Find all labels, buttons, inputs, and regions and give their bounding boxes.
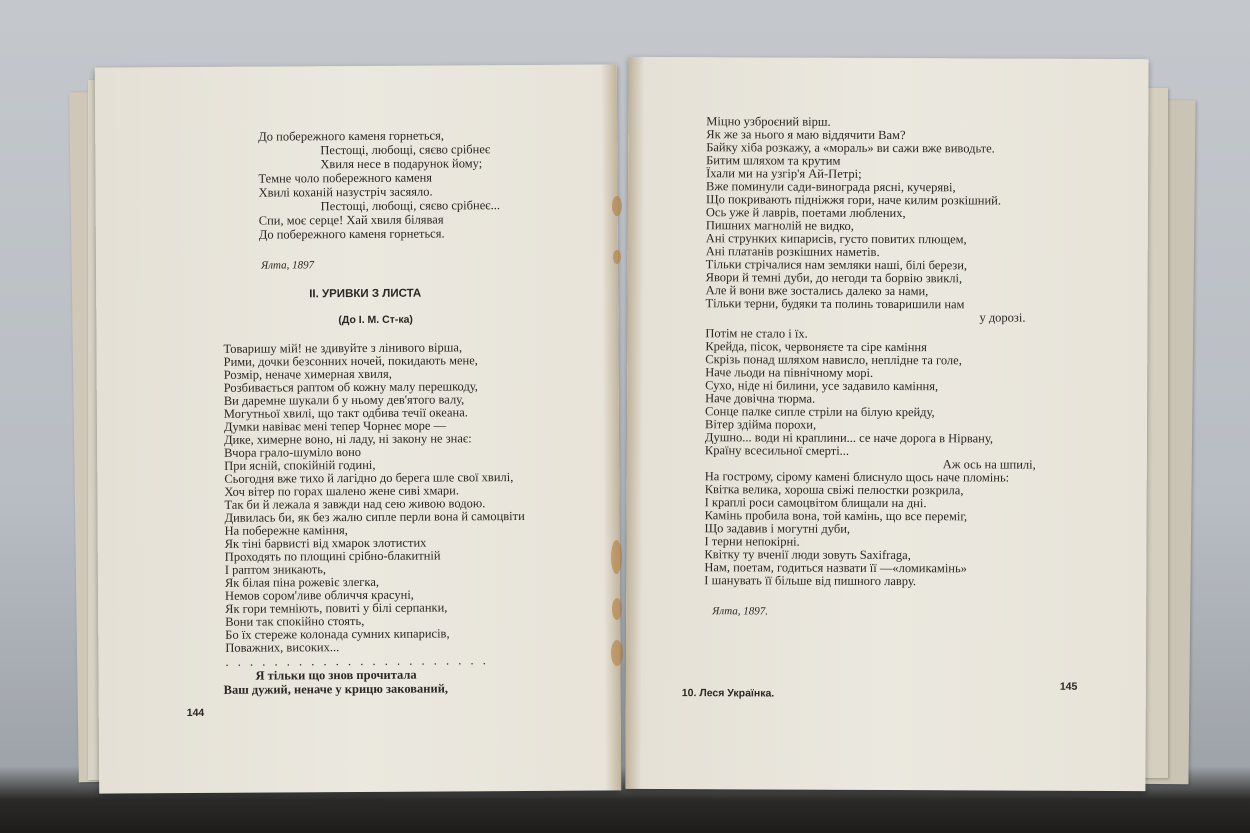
verse-line: Сьогодня вже тихо й лагідно до берега шле свої хвилі, xyxy=(224,470,514,486)
verse-line: Байку хіба розкажу, а «мораль» ви сажи вже виводьте. xyxy=(706,140,995,156)
verse-line: Тільки стрічалися нам земляки наші, білі берези, xyxy=(705,257,968,273)
verse-line: Розбивається раптом об кожну малу перешкоду, xyxy=(223,379,478,395)
verse-line: Їхали ми на узгір'я Ай-Петрі; xyxy=(706,166,862,181)
verse-line: Крейда, пісок, червоняєте та сіре каміння xyxy=(705,339,927,355)
verse-line: Як тіні барвисті від хмарок злотистих xyxy=(224,535,427,551)
poem-line: Хвиля несе в подарунок йому; xyxy=(320,156,483,172)
verse-line: Явори й темні дуби, до негоди та борвію звиклі, xyxy=(705,270,963,286)
poem-line: Спи, моє серце! Хай хвиля білявая xyxy=(258,212,444,228)
binding-stain xyxy=(613,250,621,264)
right-gutter-shadow xyxy=(625,57,644,789)
letter-date: Ялта, 1897. xyxy=(712,605,769,618)
verse-line: Потім не стало і їх. xyxy=(705,326,808,341)
verse-line: Поважних, високих... xyxy=(225,640,340,655)
verse-line: Дике, химерне воно, ні ладу, ні закону не знає: xyxy=(224,431,472,447)
verse-line: Як білая піна рожевіє злегка, xyxy=(224,574,380,590)
binding-stain xyxy=(611,640,623,666)
poem-date: Ялта, 1897 xyxy=(260,259,315,272)
section-dedication: (До І. М. Ст-ка) xyxy=(338,313,413,327)
verse-line: І терни непокірні. xyxy=(704,534,800,549)
closing-line: Ваш дужий, неначе у крицю закований, xyxy=(223,681,449,697)
poem-line: Пестощі, любощі, сяєво срібнеє xyxy=(320,142,491,158)
binding-stain xyxy=(612,598,622,620)
verse-line: Аж ось на шпилі, xyxy=(942,457,1036,472)
ellipsis-row: . . . . . . . . . . . . . . . . . . . . . . xyxy=(225,653,489,669)
verse-line: І раптом зникають, xyxy=(224,562,327,577)
verse-line: Немов сором'ливе обличчя красуні, xyxy=(224,587,414,603)
verse-line: Ані струнких кипарисів, густо повитих плющем, xyxy=(705,231,967,247)
poem-line: До побережного каменя горнеться. xyxy=(258,226,445,242)
verse-line: Наче довічна тюрма. xyxy=(705,391,816,406)
poem-line: Пестощі, любощі, сяєво срібнеє... xyxy=(320,198,501,214)
closing-line: Я тільки що знов прочитала xyxy=(255,667,417,683)
verse-line: Квітку ту вченії люди зовуть Saxifraga, xyxy=(704,547,911,563)
verse-line: На побережне каміння, xyxy=(224,523,348,538)
page-number-right: 145 xyxy=(1059,680,1078,693)
section-title: II. УРИВКИ З ЛИСТА xyxy=(309,287,422,301)
verse-line: Сухо, ніде ні билини, усе задавило каміння, xyxy=(705,378,939,394)
verse-line: Розмір, неначе химерная хвиля, xyxy=(223,366,392,382)
poem-line: До побережного каменя горнеться, xyxy=(258,128,445,144)
verse-line: Сонце палке сипле стріли на білую крейду, xyxy=(705,404,935,420)
verse-line: Нам, поетам, годиться назвати її —«ломикамінь» xyxy=(704,560,967,576)
verse-line: Хоч вітер по горах шалено жене сиві хмари. xyxy=(224,483,460,499)
signature-mark: 10. Леся Українка. xyxy=(681,687,775,700)
verse-line: Ось уже й лаврів, поетами люблених, xyxy=(705,205,906,221)
verse-line: Ви даремне шукали б у ньому дев'ятого валу, xyxy=(223,392,465,408)
verse-line: Дивилась би, як без жалю сипле перли вона й самоцвіти xyxy=(224,508,525,525)
verse-line: Думки навіває мені тепер Чорнеє море — xyxy=(223,418,447,434)
verse-line: Тільки терни, будяки та полинь товаришили нам xyxy=(705,296,965,312)
verse-line: у дорозі. xyxy=(979,310,1026,325)
right-page xyxy=(625,57,1148,791)
verse-line: Ані платанів розкішних наметів. xyxy=(705,244,880,259)
left-page xyxy=(95,64,621,793)
verse-line: Міцно узброєний вірш. xyxy=(706,114,831,129)
verse-line: Вони так спокійно стоять, xyxy=(225,613,365,629)
binding-stain xyxy=(611,540,622,574)
verse-line: На гострому, сірому камені блиснуло щось наче пломінь: xyxy=(704,469,1010,485)
verse-line: Що покривають підніжжя гори, наче килим розкішний. xyxy=(705,192,1002,208)
verse-line: Товаришу мій! не здивуйте з лінивого вірша, xyxy=(223,340,463,356)
verse-line: Але й вони вже зостались далеко за нами, xyxy=(705,283,929,299)
verse-line: Вітер здійма порохи, xyxy=(704,417,817,432)
verse-line: Рими, дочки безсонних ночей, покидають мене, xyxy=(223,353,478,369)
verse-line: Як же за нього я маю віддячити Вам? xyxy=(706,127,906,143)
verse-line: Так би й лежала я завжди над сею живою водою. xyxy=(224,496,486,512)
binding-stain xyxy=(612,196,622,216)
verse-line: Вчора грало-шуміло воно xyxy=(224,444,362,460)
verse-line: Битим шляхом та крутим xyxy=(706,153,841,168)
verse-line: І краплі роси самоцвітом блищали на дні. xyxy=(704,495,927,511)
verse-line: Камінь пробила вона, той камінь, що все переміг, xyxy=(704,508,968,524)
verse-line: Скрізь понад шляхом нависло, неплідне та голе, xyxy=(705,352,962,368)
verse-line: Що задавив і могутні дуби, xyxy=(704,521,851,536)
verse-line: Проходять по площині срібно-блакитній xyxy=(224,548,441,564)
verse-line: Бо їх стереже колонада сумних кипарисів, xyxy=(225,626,450,642)
verse-line: Душно... води ні краплини... се наче дорога в Нірвану, xyxy=(704,430,994,446)
verse-line: Країну всесильної смерті... xyxy=(704,443,850,458)
page-number-left: 144 xyxy=(186,706,205,720)
verse-line: Як гори темніють, повиті у білі серпанки, xyxy=(225,600,448,616)
verse-line: І шанувать її більше від пишного лавру. xyxy=(704,573,917,589)
verse-line: Вже поминули сади-винограда рясні, кучеряві, xyxy=(706,179,956,195)
poem-line: Темне чоло побережного каменя xyxy=(258,170,433,186)
verse-line: Пишних магнолій не видко, xyxy=(705,218,854,233)
verse-line: Наче льоди на північному морі. xyxy=(705,365,874,380)
verse-line: Могутньої хвилі, що такт одбива течії океана. xyxy=(223,405,468,421)
verse-line: Квітка велика, хороша свіжі пелюстки розкрила, xyxy=(704,482,964,498)
verse-line: При ясній, спокійній годині, xyxy=(224,457,376,473)
poem-line: Хвилі коханій назустріч засяяло. xyxy=(258,184,433,200)
